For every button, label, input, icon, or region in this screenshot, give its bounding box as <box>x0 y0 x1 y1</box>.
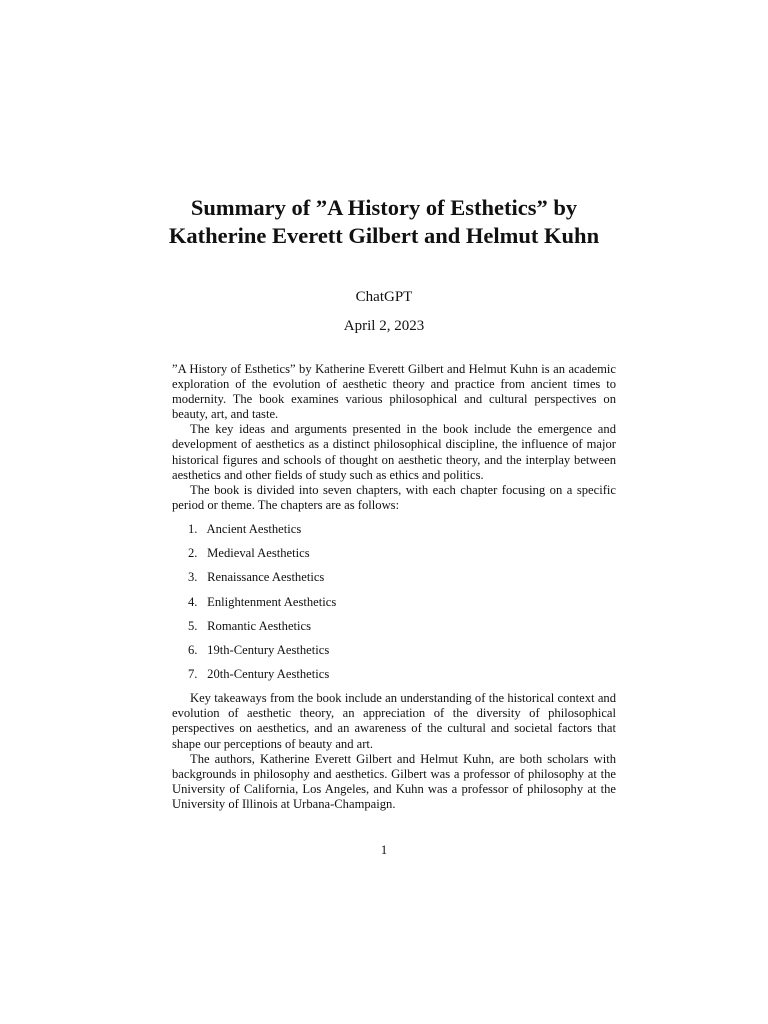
list-item-label: 19th-Century Aesthetics <box>207 642 330 657</box>
list-item-number: 4. <box>188 594 198 609</box>
list-item <box>188 667 616 682</box>
list-item <box>188 522 616 537</box>
list-item-label: Renaissance Aesthetics <box>207 570 325 585</box>
paragraph-key-ideas: The key ideas and arguments presented in the book include the emergence and development of aesthetics as a distinct philosophical discipline, the influence of major historical figures and schools of thought on aesthetic theory, and the interplay between aesthetics and other fields of study such as ethics and politics. <box>172 422 616 482</box>
document-date: April 2, 2023 <box>343 318 425 334</box>
list-item <box>188 619 616 634</box>
list-item <box>188 595 616 610</box>
document-body <box>172 362 616 812</box>
paragraph-intro: ”A History of Esthetics” by Katherine Everett Gilbert and Helmut Kuhn is an academic exploration of the evolution of aesthetic theory and practice from ancient times to modernity. The book examines various philosophical and cultural perspectives on beauty, art, and taste. <box>172 362 616 422</box>
list-item <box>188 546 616 561</box>
list-item-number: 5. <box>188 618 198 633</box>
paragraph-takeaways: Key takeaways from the book include an understanding of the historical context and evolution of aesthetic theory, an appreciation of the diversity of philosophical perspectives on aesthetics, and an awareness of the cultural and societal factors that shape our perceptions of beauty and art. <box>172 691 616 751</box>
document-title: Summary of ”A History of Esthetics” by Katherine Everett Gilbert and Helmut Kuhn <box>168 195 600 248</box>
paragraph-authors: The authors, Katherine Everett Gilbert and Helmut Kuhn, are both scholars with backgrounds in philosophy and aesthetics. Gilbert was a professor of philosophy at the University of California, Los Angeles, and Kuhn was a professor of philosophy at the University of Illinois at Urbana-Champaign. <box>172 751 616 811</box>
list-item-label: Ancient Aesthetics <box>206 521 302 536</box>
list-item-label: Medieval Aesthetics <box>207 546 310 561</box>
list-item-label: 20th-Century Aesthetics <box>207 667 330 682</box>
list-item-number: 6. <box>188 642 198 657</box>
list-item-number: 3. <box>188 570 198 585</box>
list-item-number: 1. <box>188 521 198 536</box>
chapter-list <box>172 522 616 682</box>
list-item-number: 2. <box>188 546 198 561</box>
list-item-label: Romantic Aesthetics <box>207 618 312 633</box>
list-item <box>188 570 616 585</box>
list-item-label: Enlightenment Aesthetics <box>207 594 337 609</box>
paragraph-chapters-intro: The book is divided into seven chapters, with each chapter focusing on a specific period or theme. The chapters are as follows: <box>172 482 616 512</box>
document-author: ChatGPT <box>355 289 413 305</box>
list-item-number: 7. <box>188 667 198 682</box>
page-number: 1 <box>380 843 388 857</box>
list-item <box>188 643 616 658</box>
